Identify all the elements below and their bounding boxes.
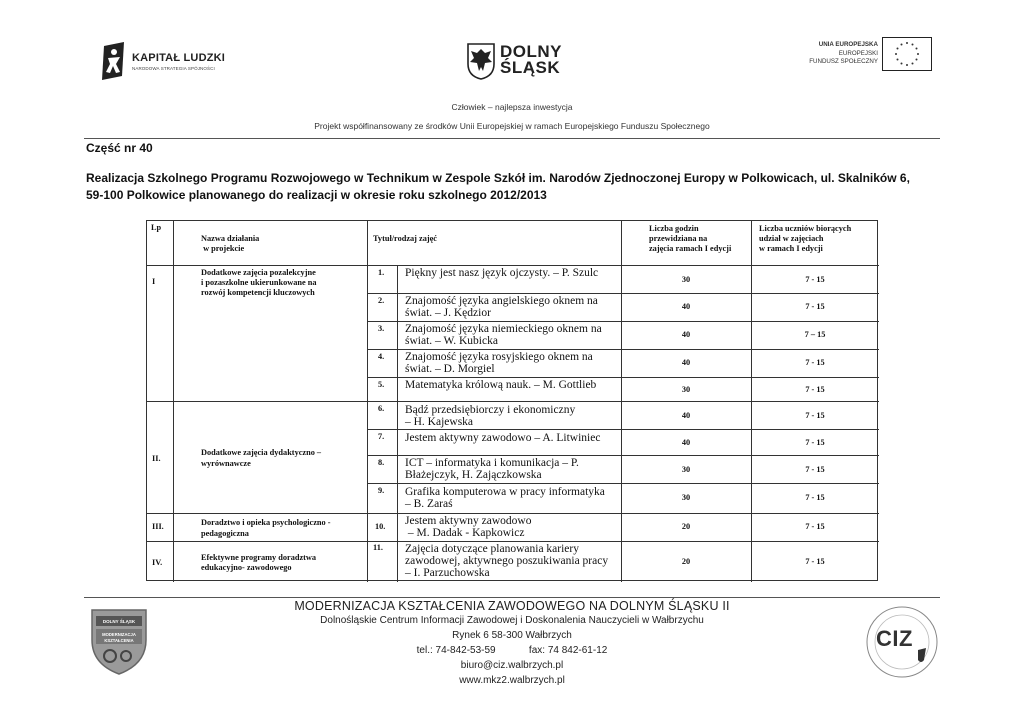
row-hours: 40 [681,358,691,367]
row-students: 7 - 15 [805,465,825,474]
eagle-crest-icon [466,42,496,80]
courses-table [146,220,878,581]
row-title-line1: Piękny jest nasz język ojczysty. – P. Szulc [405,267,599,279]
dolny-slask-line1: DOLNY [500,42,562,61]
row-title-line2: – B. Zaraś [405,498,453,510]
row-title-line1: Znajomość języka rosyjskiego oknem na [405,351,593,363]
eu-flag-icon [882,37,932,71]
header-divider [84,138,940,139]
row-students: 7 - 15 [805,302,825,311]
group-lp: I [152,277,156,286]
row-number: 3. [378,324,385,333]
row-hours: 20 [681,522,691,531]
row-title-line1: Matematyka królową nauk. – M. Gottlieb [405,379,597,391]
kapital-ludzki-icon [100,42,128,80]
header-hours-line1: Liczba godzin [649,224,699,233]
row-hours: 30 [681,465,691,474]
row-hours: 40 [681,438,691,447]
eu-logo-text [809,41,878,67]
table-hline [367,349,879,350]
row-title-line2: Błażejczyk, H. Zajączkowska [405,469,542,481]
row-number: 6. [378,404,385,413]
table-hline [147,513,879,514]
row-title-line2: świat. – D. Morgiel [405,363,495,375]
header-title: Tytuł/rodzaj zajęć [373,234,437,243]
table-hline [367,455,879,456]
group-name-line2: wyrównawcze [201,459,251,468]
footer-phone-fax: tel.: 74-842-53-59 fax: 74 842-61-12 [416,645,608,656]
group-name-line1: Doradztwo i opieka psychologiczno - [201,518,331,527]
table-hline [367,321,879,322]
group-lp: IV. [152,558,163,567]
row-title-line1: Znajomość języka niemieckiego oknem na [405,323,602,335]
row-hours: 40 [681,411,691,420]
mkz-bottom-text: KSZTAŁCENIA [104,638,134,643]
header-name-line2: w projekcie [201,244,245,253]
row-number: 11. [373,543,383,552]
header-students-line1: Liczba uczniów biorących [759,224,852,233]
eu-line1: UNIA EUROPEJSKA [818,41,878,48]
row-hours: 30 [681,493,691,502]
group-name-line3: rozwój kompetencji kluczowych [201,288,315,297]
row-students: 7 - 15 [805,438,825,447]
row-title-line1: Jestem aktywny zawodowo [405,515,532,527]
row-title-line1: Grafika komputerowa w pracy informatyka [405,486,605,498]
part-number: Część nr 40 [86,141,153,155]
footer-institution: Dolnośląskie Centrum Informacji Zawodowej i Doskonalenia Nauczycieli w Wałbrzychu [320,615,704,626]
row-number: 5. [378,380,385,389]
ciz-letters: CIZ [876,626,913,651]
eu-line2: EUROPEJSKI [838,49,878,57]
row-students: 7 - 15 [805,522,825,531]
row-title-line1: Bądź przedsiębiorczy i ekonomiczny [405,404,576,416]
row-students: 7 - 15 [805,385,825,394]
row-title-line2: – M. Dadak - Kapkowicz [405,527,525,539]
row-title-line1: Zajęcia dotyczące planowania kariery [405,543,579,555]
row-title-line1: ICT – informatyka i komunikacja – P. [405,457,579,469]
table-hline [367,377,879,378]
header-hours-line2: przewidziana na [649,234,708,243]
group-name-line2: pedagogiczna [201,529,249,538]
dolny-slask-logo [466,42,576,82]
row-hours: 40 [681,330,691,339]
table-hline [147,541,879,542]
footer-address: Rynek 6 58-300 Wałbrzych [452,630,572,641]
row-hours: 20 [681,557,691,566]
row-title-line1: Znajomość języka angielskiego oknem na [405,295,598,307]
header-lp: Lp [151,223,162,232]
mkz-top-text: DOLNY ŚLĄSK [102,619,136,624]
header-students-line2: udział w zajęciach [759,234,824,243]
kapital-ludzki-logo [100,42,240,82]
kapital-ludzki-title: KAPITAŁ LUDZKI [132,52,226,64]
footer-website: www.mkz2.walbrzych.pl [459,675,565,686]
table-vline [397,265,398,582]
group-lp: II. [152,454,161,463]
row-title-line1: Jestem aktywny zawodowo – A. Litwiniec [405,432,601,444]
row-number: 7. [378,432,385,441]
row-students: 7 - 15 [805,275,825,284]
row-hours: 30 [681,385,691,394]
header-hours-line3: zajęcia ramach I edycji [649,244,732,253]
footer-divider [84,597,940,598]
tagline: Człowiek – najlepsza inwestycja [451,102,573,112]
row-students: 7 - 15 [805,411,825,420]
dolny-slask-line2: ŚLĄSK [500,58,561,77]
table-hline [147,265,879,266]
group-name-line1: Efektywne programy doradztwa [201,553,317,562]
row-hours: 30 [681,275,691,284]
row-number: 1. [378,268,385,277]
row-hours: 40 [681,302,691,311]
row-title-line2: zawodowej, aktywnego poszukiwania pracy [405,555,609,567]
group-name-line2: edukacyjno- zawodowego [201,563,292,572]
document-description: Realizacja Szkolnego Programu Rozwojowego w Technikum w Zespole Szkół im. Narodów Zjednoczonej Europy w Polkowicach, ul. Skalników 6, 59-100 Polkowice planowanego do realizacji w okresie roku szkolnego 2012/2013 [86,171,910,202]
row-title-line2: świat. – J. Kędzior [405,307,491,319]
table-hline [367,429,879,430]
table-hline [147,401,879,402]
row-number: 8. [378,458,385,467]
header-name-line1: Nazwa działania [201,234,260,243]
group-name-line1: Dodatkowe zajęcia pozalekcyjne [201,268,316,277]
row-students: 7 – 15 [804,330,826,339]
row-title-line2: świat. – W. Kubicka [405,335,498,347]
row-students: 7 - 15 [805,358,825,367]
eu-line3: FUNDUSZ SPOŁECZNY [809,58,878,65]
footer-email: biuro@ciz.walbrzych.pl [460,660,564,671]
row-number: 4. [378,352,385,361]
footer-title: MODERNIZACJA KSZTAŁCENIA ZAWODOWEGO NA DOLNYM ŚLĄSKU II [294,599,730,613]
row-students: 7 - 15 [805,493,825,502]
table-hline [367,483,879,484]
mkz-mid-text: MODERNIZACJA [102,632,136,637]
row-title-line2: – H. Kajewska [405,416,474,428]
group-lp: III. [152,522,164,531]
row-students: 7 - 15 [805,557,825,566]
project-funding-line: Projekt współfinansowany ze środków Unii Europejskiej w ramach Europejskiego Funduszu Społecznego [314,121,710,131]
group-name-line1: Dodatkowe zajęcia dydaktyczno – [201,448,322,457]
eu-logo [796,37,936,73]
table-hline [367,293,879,294]
row-title-line3: – I. Parzuchowska [405,567,490,579]
kapital-ludzki-subtitle: NARODOWA STRATEGIA SPÓJNOŚCI [132,66,215,71]
row-number: 9. [378,486,385,495]
ciz-logo [864,604,940,680]
row-number: 10. [375,522,386,531]
header-students-line3: w ramach I edycji [759,244,823,253]
row-number: 2. [378,296,385,305]
group-name-line2: i pozaszkolne ukierunkowane na [201,278,317,287]
